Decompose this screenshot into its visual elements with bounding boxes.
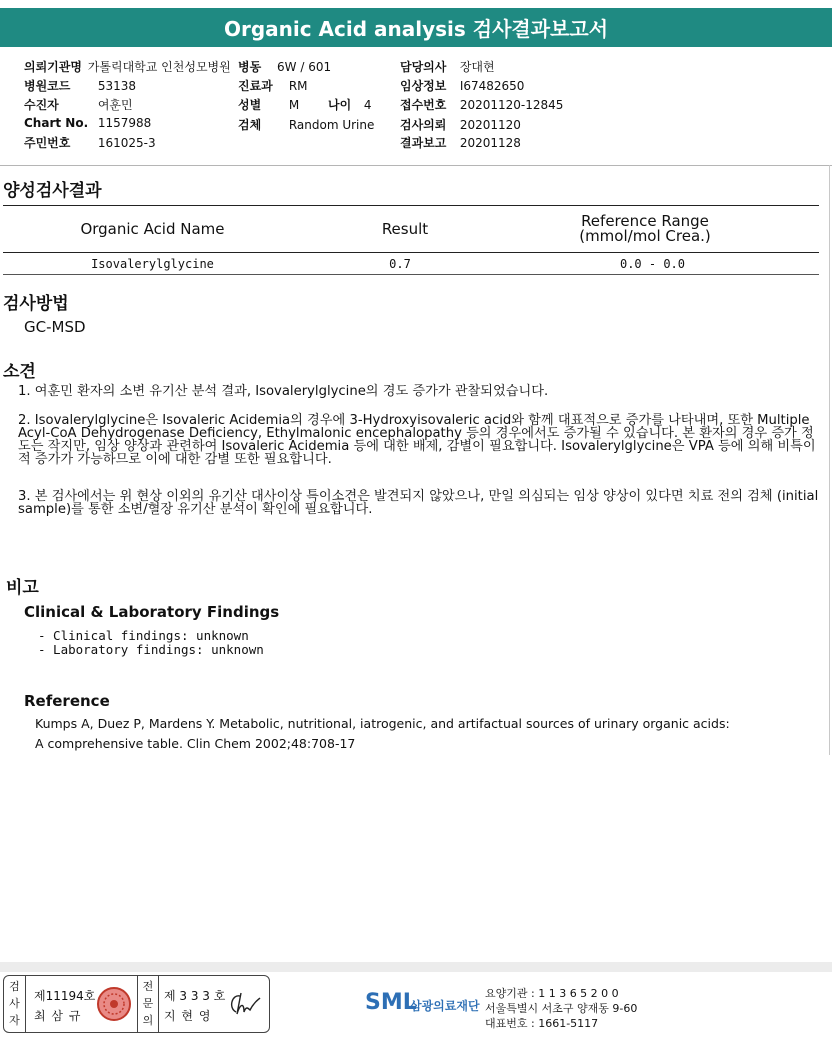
specimen-value: Random Urine <box>288 118 375 132</box>
reference-range-cell: 0.0 - 0.0 <box>619 257 686 271</box>
request-date-label: 검사의뢰 <box>400 118 447 132</box>
chart-no-label: Chart No. <box>24 116 89 130</box>
org-phone: 대표번호 : 1661-5117 <box>485 1017 599 1030</box>
resident-id-label: 주민번호 <box>24 136 71 150</box>
report-date-label: 결과보고 <box>400 136 447 150</box>
institution-field <box>24 58 231 75</box>
reference-range-line1: Reference Range <box>581 212 709 230</box>
examiner-license-no: 제11194호 <box>34 989 96 1003</box>
patient-value: 여훈민 <box>97 98 133 112</box>
ward-value: 6W / 601 <box>277 60 332 74</box>
hospital-code-field <box>24 77 136 94</box>
footer-divider-strip <box>0 962 832 972</box>
report-title-bar <box>0 8 832 47</box>
clinical-info-label: 임상정보 <box>400 79 447 93</box>
chart-no-value: 1157988 <box>97 116 152 130</box>
handwritten-signature-icon <box>226 988 262 1020</box>
receipt-label: 접수번호 <box>400 98 447 112</box>
laboratory-finding-item: - Laboratory findings: unknown <box>38 642 264 657</box>
specialist-label: 전 문 의 <box>137 976 159 1032</box>
department-field <box>238 77 308 94</box>
sex-field <box>238 96 299 113</box>
remarks-section-title: 비고 <box>6 578 39 598</box>
examiner-name: 최 삼 규 <box>34 1009 82 1023</box>
info-divider <box>0 165 832 166</box>
department-value: RM <box>288 79 308 93</box>
receipt-field <box>400 96 563 113</box>
opinion-paragraph-3: 3. 본 검사에서는 위 현상 이외의 유기산 대사이상 특이소견은 발견되지 않았으나, 만일 의심되는 임상 양상이 있다면 치료 전의 검체 (initial sample)를 통한 소변/혈장 유기산 분석이 확인에 필요합니다. <box>18 489 819 517</box>
report-date-field <box>400 134 521 151</box>
hospital-code-label: 병원코드 <box>24 79 71 93</box>
reference-title: Reference <box>24 692 110 710</box>
org-institution-code: 요양기관 : 1 1 3 6 5 2 0 0 <box>485 987 619 1000</box>
doctor-label: 담당의사 <box>400 60 447 74</box>
reference-range-line2: (mmol/mol Crea.) <box>579 227 711 245</box>
patient-field <box>24 96 133 113</box>
receipt-value: 20201120-12845 <box>459 98 564 112</box>
specialist-name: 지 현 영 <box>164 1009 212 1023</box>
patient-label: 수진자 <box>24 98 59 112</box>
clinical-findings-title: Clinical & Laboratory Findings <box>24 603 280 621</box>
resident-id-value: 161025-3 <box>97 136 156 150</box>
institution-label: 의뢰기관명 <box>24 60 82 74</box>
clinical-info-value: I67482650 <box>459 79 525 93</box>
sex-label: 성별 <box>238 98 262 112</box>
request-date-value: 20201120 <box>459 118 521 132</box>
results-section-title: 양성검사결과 <box>3 181 102 201</box>
ward-label: 병동 <box>238 60 262 74</box>
department-label: 진료과 <box>238 79 273 93</box>
clinical-finding-item: - Clinical findings: unknown <box>38 628 249 643</box>
method-section-title: 검사방법 <box>3 294 69 314</box>
sex-value: M <box>288 98 300 112</box>
results-table-top-rule <box>3 205 819 206</box>
report-title: Organic Acid analysis 검사결과보고서 <box>223 17 609 41</box>
institution-value: 가톨릭대학교 인천성모병원 <box>87 60 231 74</box>
age-value: 4 <box>363 98 372 112</box>
request-date-field <box>400 116 521 133</box>
page-right-border <box>829 165 830 755</box>
column-header-acid-name: Organic Acid Name <box>80 220 225 238</box>
doctor-value: 장대현 <box>459 60 495 74</box>
resident-id-field <box>24 134 156 151</box>
results-table-header-rule <box>3 252 819 253</box>
specimen-field <box>238 116 374 133</box>
acid-name-cell: Isovalerylglycine <box>91 257 214 271</box>
specimen-label: 검체 <box>238 118 262 132</box>
ward-field <box>238 58 331 75</box>
org-address: 서울특별시 서초구 양재동 9-60 <box>485 1002 638 1015</box>
chart-no-field <box>24 116 151 130</box>
specialist-license-no: 제 3 3 3 호 <box>164 989 226 1003</box>
doctor-field <box>400 58 495 75</box>
official-seal-icon <box>96 986 132 1022</box>
examiner-label: 검 사 자 <box>4 976 26 1032</box>
opinion-section-title: 소견 <box>3 362 36 382</box>
org-name: 삼광의료재단 <box>410 999 480 1013</box>
opinion-paragraph-1: 1. 여훈민 환자의 소변 유기산 분석 결과, Isovalerylglycine의 경도 증가가 관찰되었습니다. <box>18 384 549 399</box>
sml-logo-icon: SML <box>365 990 417 1015</box>
column-header-result: Result <box>381 220 429 238</box>
age-label: 나이 <box>328 98 352 112</box>
reference-line-1: Kumps A, Duez P, Mardens Y. Metabolic, nutritional, iatrogenic, and artifactual sources of urinary organic acids: <box>35 716 730 731</box>
opinion-paragraph-2: 2. Isovalerylglycine은 Isovaleric Acidemia의 경우에 3-Hydroxyisovaleric acid와 함께 대표적으로 증가를 나타내며, 또한 Multiple Acyl-CoA Dehydrogenase Deficiency, Ethylmalonic encephalopathy 등의 경우에서도 증가될 수 있습니다. 본 환자의 경우 증가 정도는 작지만, 임상 양상과 관련하여 Isovaleric Acidemia 등에 대한 배제, 감별이 필요합니다. Isovalerylglycine은 VPA 등에 의해 비특이적 증가가 가능하므로 이에 대한 감별 또한 필요합니다. <box>18 413 816 467</box>
results-table-bottom-rule <box>3 274 819 275</box>
method-value: GC-MSD <box>24 318 86 336</box>
clinical-info-field <box>400 77 524 94</box>
report-date-value: 20201128 <box>459 136 521 150</box>
hospital-code-value: 53138 <box>97 79 137 93</box>
age-field <box>328 96 371 113</box>
result-cell: 0.7 <box>389 257 411 271</box>
column-header-reference-range <box>555 214 735 244</box>
signature-box <box>3 975 270 1033</box>
reference-line-2: A comprehensive table. Clin Chem 2002;48:708-17 <box>35 736 356 751</box>
